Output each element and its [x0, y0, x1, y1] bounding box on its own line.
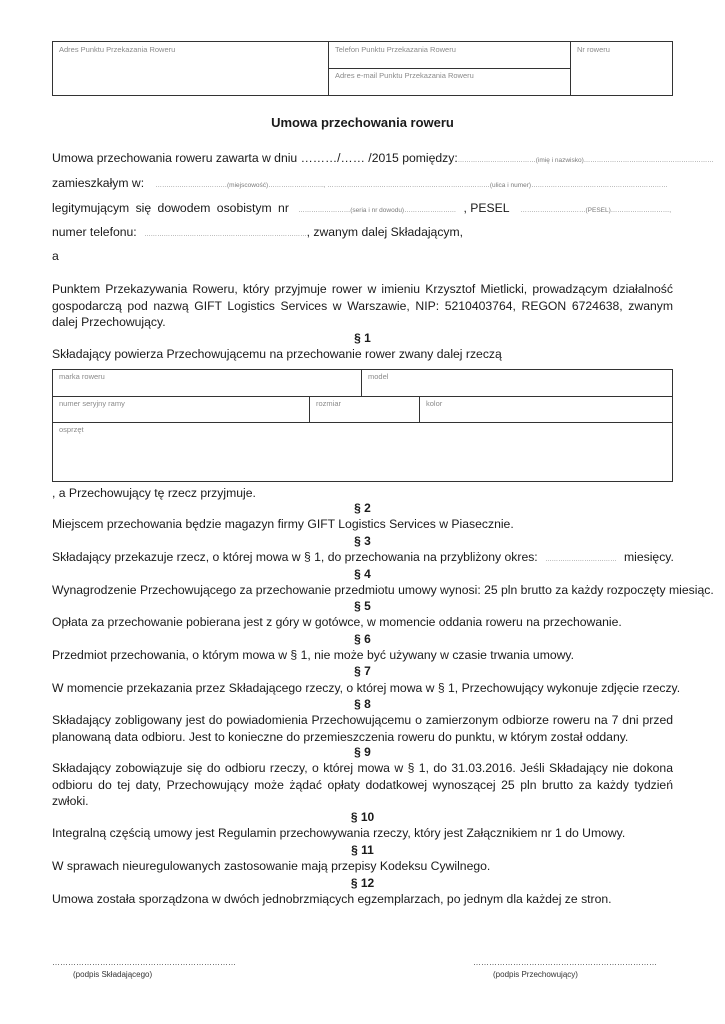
- equipment-cell[interactable]: [53, 423, 672, 481]
- model-label: model: [368, 372, 389, 381]
- storage-period-field[interactable]: ……………………………: [545, 556, 617, 563]
- section-1-heading: § 1: [354, 331, 371, 345]
- brand-cell[interactable]: [53, 370, 362, 397]
- phone-number-field[interactable]: …………………………………………………………………: [144, 231, 307, 238]
- section-10-heading: § 10: [350, 810, 375, 824]
- bike-number-cell[interactable]: [570, 42, 672, 95]
- section-6-text: Przedmiot przechowania, o którym mowa w § 1, nie może być używany w czasie trwania umowy.: [52, 648, 575, 662]
- section-2-heading: § 2: [354, 501, 371, 515]
- section-8-text: Składający zobligowany jest do powiadomienia Przechowującemu o zamierzonym odbiorze roweru na 7 dni przed planowaną data odbioru. Jest to konieczne do przemieszczenia roweru do punktu, w którym został oddany.: [52, 713, 673, 744]
- size-cell[interactable]: [310, 397, 420, 423]
- section-5-text: Opłata za przechowanie pobierana jest z góry w gotówce, w momencie oddania roweru na przechowanie.: [52, 615, 622, 629]
- document-title: Umowa przechowania roweru: [271, 115, 454, 130]
- custodian-signature-caption: (podpis Przechowujący): [493, 970, 578, 979]
- section-10-text: Integralną częścią umowy jest Regulamin przechowywania rzeczy, który jest Załącznikiem nr 1 do Umowy.: [52, 826, 626, 840]
- custodian-signature-line[interactable]: ……………………………………………………………: [473, 958, 657, 967]
- brand-label: marka roweru: [59, 372, 105, 381]
- bike-number-label: Nr roweru: [577, 45, 610, 54]
- section-3-text-before: Składający przekazuje rzecz, o której mowa w § 1, do przechowania na przybliżony okres:: [52, 550, 538, 564]
- section-9-text: Składający zobowiązuje się do odbioru rzeczy, o której mowa w § 1, do 31.03.2016. Jeśli Składający nie dokona odbioru do tej daty, Przechowujący może żądać opłaty dodatkowej wynoszącej 25 pln brutto za każdy tydzień zwłoki.: [52, 761, 673, 808]
- section-1-after: , a Przechowujący tę rzecz przyjmuje.: [52, 486, 256, 500]
- intro-line-4: [52, 224, 463, 243]
- section-6-heading: § 6: [354, 632, 371, 646]
- section-3-text: [52, 549, 674, 568]
- id-label: legitymującym się dowodem osobistym nr: [52, 201, 289, 215]
- frame-number-label: numer seryjny ramy: [59, 399, 125, 408]
- intro-date-text: Umowa przechowania roweru zawarta w dniu ………/…… /2015 pomiędzy:: [52, 151, 458, 165]
- intro-line-3: [52, 200, 673, 219]
- intro-line-1: [52, 150, 714, 169]
- phone-cell[interactable]: [329, 42, 570, 69]
- address-label: Adres Punktu Przekazania Roweru: [59, 45, 176, 54]
- section-8-heading: § 8: [354, 697, 371, 711]
- frame-number-cell[interactable]: [53, 397, 310, 423]
- email-label: Adres e-mail Punktu Przekazania Roweru: [335, 71, 474, 80]
- color-cell[interactable]: [420, 397, 672, 423]
- conjunction: a: [52, 249, 59, 263]
- section-4-heading: § 4: [354, 567, 371, 581]
- id-number-field[interactable]: ……………………(seria i nr dowodu)……………………: [298, 207, 457, 214]
- header-box: [52, 41, 673, 96]
- section-11-heading: § 11: [351, 843, 374, 857]
- depositor-signature-caption: (podpis Składającego): [73, 970, 153, 979]
- section-12-text: Umowa została sporządzona w dwóch jednobrzmiących egzemplarzach, po jednym dla każdej ze stron.: [52, 892, 612, 906]
- address-cell[interactable]: [53, 42, 329, 95]
- equipment-label: osprzęt: [59, 425, 84, 434]
- section-7-heading: § 7: [354, 664, 371, 678]
- color-label: kolor: [426, 399, 443, 408]
- custodian-paragraph: Punktem Przekazywania Roweru, który przyjmuje rower w imieniu Krzysztof Mietlicki, prowadzącym działalność gospodarczą pod nazwą GIFT Logistics Services w Warszawie, NIP: 5210403764, REGON 6724638, zwanym dalej Przechowujący.: [52, 282, 673, 329]
- section-4-text: Wynagrodzenie Przechowującego za przechowanie przedmiotu umowy wynosi: 25 pln brutto za każdy rozpoczęty miesiąc.: [52, 583, 714, 597]
- intro-line-2: [52, 175, 668, 194]
- section-12-heading: § 12: [350, 876, 375, 890]
- depositor-signature-line[interactable]: ……………………………………………………………: [52, 958, 236, 967]
- pesel-field[interactable]: …………………………(PESEL)………………………,: [520, 207, 672, 214]
- address-field[interactable]: ……………………………(miejscowość)…………………….., …………………………………………………………………(ulica i numer)………………………………………………………: [155, 182, 668, 189]
- size-label: rozmiar: [316, 399, 342, 408]
- section-9-heading: § 9: [354, 745, 371, 759]
- section-11-text: W sprawach nieuregulowanych zastosowanie mają przepisy Kodeksu Cywilnego.: [52, 859, 491, 873]
- bike-details-table: [52, 369, 673, 482]
- section-3-text-after: miesięcy.: [623, 550, 674, 564]
- section-3-heading: § 3: [354, 534, 371, 548]
- email-cell[interactable]: [329, 69, 570, 95]
- phone-label: Telefon Punktu Przekazania Roweru: [335, 45, 456, 54]
- model-cell[interactable]: [362, 370, 672, 397]
- phone-number-label: numer telefonu:: [52, 225, 137, 239]
- section-5-heading: § 5: [354, 599, 371, 613]
- pesel-label: , PESEL: [463, 201, 510, 215]
- section-7-text: W momencie przekazania przez Składającego rzeczy, o której mowa w § 1, Przechowujący wykonuje zdjęcie rzeczy.: [52, 681, 681, 695]
- depositor-suffix: , zwanym dalej Składającym,: [306, 225, 464, 239]
- section-2-text: Miejscem przechowania będzie magazyn firmy GIFT Logistics Services w Piasecznie.: [52, 517, 514, 531]
- section-1-text: Składający powierza Przechowującemu na przechowanie rower zwany dalej rzeczą: [52, 347, 502, 361]
- residence-label: zamieszkałym w:: [52, 176, 145, 190]
- name-field[interactable]: ………………………………(imię i nazwisko)……………………………………………………: [457, 157, 714, 164]
